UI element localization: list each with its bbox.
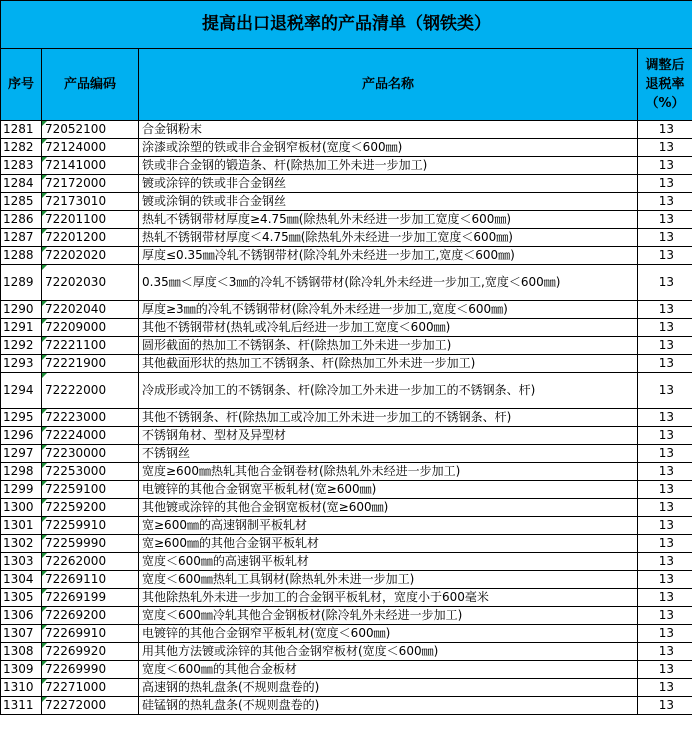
table-row	[1, 553, 692, 571]
code-cell[interactable]: 72221100	[42, 337, 139, 355]
header-code: 产品编码	[42, 49, 139, 121]
table-row	[1, 265, 692, 301]
table-row	[1, 679, 692, 697]
rate-cell[interactable]: 13	[638, 661, 692, 679]
rate-cell[interactable]: 13	[638, 211, 692, 229]
name-cell[interactable]: 热轧不锈钢带材厚度≥4.75㎜(除热轧外未经进一步加工宽度＜600㎜)	[139, 211, 638, 229]
code-cell[interactable]: 72209000	[42, 319, 139, 337]
seq-cell[interactable]: 1283	[1, 157, 42, 175]
code-cell[interactable]: 72052100	[42, 121, 139, 139]
table-row	[1, 319, 692, 337]
header-rate	[638, 49, 692, 121]
name-cell[interactable]: 电镀锌的其他合金钢窄平板轧材(宽度＜600㎜)	[139, 625, 638, 643]
code-cell[interactable]: 72230000	[42, 445, 139, 463]
code-cell[interactable]: 72262000	[42, 553, 139, 571]
code-cell[interactable]: 72272000	[42, 697, 139, 715]
seq-cell[interactable]: 1297	[1, 445, 42, 463]
table-row	[1, 355, 692, 373]
seq-cell[interactable]: 1284	[1, 175, 42, 193]
seq-cell[interactable]: 1292	[1, 337, 42, 355]
rate-cell[interactable]: 13	[638, 409, 692, 427]
code-cell[interactable]: 72202030	[42, 265, 139, 301]
name-cell[interactable]: 电镀锌的其他合金钢宽平板轧材(宽≥600㎜)	[139, 481, 638, 499]
code-cell[interactable]: 72269110	[42, 571, 139, 589]
name-cell[interactable]: 其他不锈钢带材(热轧或冷轧后经进一步加工宽度＜600㎜)	[139, 319, 638, 337]
name-cell[interactable]: 镀或涂铜的铁或非合金钢丝	[139, 193, 638, 211]
name-cell[interactable]: 其他截面形状的热加工不锈钢条、杆(除热加工外未进一步加工)	[139, 355, 638, 373]
name-cell[interactable]: 宽≥600㎜的高速钢制平板轧材	[139, 517, 638, 535]
seq-cell[interactable]: 1305	[1, 589, 42, 607]
rate-cell[interactable]: 13	[638, 571, 692, 589]
header-name: 产品名称	[139, 49, 638, 121]
name-cell[interactable]: 宽≥600㎜的其他合金钢平板轧材	[139, 535, 638, 553]
name-cell[interactable]: 其他镀或涂锌的其他合金钢宽板材(宽≥600㎜)	[139, 499, 638, 517]
rate-cell[interactable]: 13	[638, 121, 692, 139]
table-row	[1, 121, 692, 139]
code-cell[interactable]: 72221900	[42, 355, 139, 373]
table-row	[1, 193, 692, 211]
table-row	[1, 571, 692, 589]
table-row	[1, 247, 692, 265]
name-cell[interactable]: 镀或涂锌的铁或非合金钢丝	[139, 175, 638, 193]
rate-cell[interactable]: 13	[638, 427, 692, 445]
seq-cell[interactable]: 1304	[1, 571, 42, 589]
code-cell[interactable]: 72259990	[42, 535, 139, 553]
table-row	[1, 535, 692, 553]
code-cell[interactable]: 72141000	[42, 157, 139, 175]
seq-cell[interactable]: 1308	[1, 643, 42, 661]
rate-cell[interactable]: 13	[638, 157, 692, 175]
seq-cell[interactable]: 1286	[1, 211, 42, 229]
name-cell[interactable]: 不锈钢丝	[139, 445, 638, 463]
name-cell[interactable]: 厚度≥3㎜的冷轧不锈钢带材(除冷轧外未经进一步加工,宽度＜600㎜)	[139, 301, 638, 319]
table-row	[1, 643, 692, 661]
seq-cell[interactable]: 1301	[1, 517, 42, 535]
table-row	[1, 373, 692, 409]
table-row	[1, 499, 692, 517]
seq-cell[interactable]: 1289	[1, 265, 42, 301]
table-row	[1, 427, 692, 445]
seq-cell[interactable]: 1311	[1, 697, 42, 715]
seq-cell[interactable]: 1310	[1, 679, 42, 697]
title-row	[1, 1, 692, 49]
table-row	[1, 337, 692, 355]
name-cell[interactable]: 厚度≤0.35㎜冷轧不锈钢带材(除冷轧外未经进一步加工,宽度＜600㎜)	[139, 247, 638, 265]
rate-cell[interactable]: 13	[638, 481, 692, 499]
rate-cell[interactable]: 13	[638, 229, 692, 247]
seq-cell[interactable]: 1302	[1, 535, 42, 553]
rate-cell[interactable]: 13	[638, 247, 692, 265]
table-title: 提高出口退税率的产品清单（钢铁类）	[1, 1, 692, 49]
table-row	[1, 139, 692, 157]
rate-cell[interactable]: 13	[638, 517, 692, 535]
code-cell[interactable]: 72202040	[42, 301, 139, 319]
seq-cell[interactable]: 1288	[1, 247, 42, 265]
code-cell[interactable]: 72269199	[42, 589, 139, 607]
name-cell[interactable]: 硅锰钢的热轧盘条(不规则盘卷的)	[139, 697, 638, 715]
table-row	[1, 607, 692, 625]
name-cell[interactable]: 高速钢的热轧盘条(不规则盘卷的)	[139, 679, 638, 697]
seq-cell[interactable]: 1282	[1, 139, 42, 157]
name-cell[interactable]: 冷成形或冷加工的不锈钢条、杆(除冷加工外未进一步加工的不锈钢条、杆)	[139, 373, 638, 409]
rate-cell[interactable]: 13	[638, 265, 692, 301]
rate-cell[interactable]: 13	[638, 643, 692, 661]
name-cell[interactable]: 其他除热轧外未进一步加工的合金钢平板轧材，宽度小于600毫米	[139, 589, 638, 607]
code-cell[interactable]: 72259200	[42, 499, 139, 517]
seq-cell[interactable]: 1299	[1, 481, 42, 499]
code-cell[interactable]: 72202020	[42, 247, 139, 265]
table-row	[1, 229, 692, 247]
name-cell[interactable]: 0.35㎜＜厚度＜3㎜的冷轧不锈钢带材(除冷轧外未经进一步加工,宽度＜600㎜)	[139, 265, 638, 301]
rate-cell[interactable]: 13	[638, 535, 692, 553]
name-cell[interactable]: 铁或非合金钢的锻造条、杆(除热加工外未进一步加工)	[139, 157, 638, 175]
rate-cell[interactable]: 13	[638, 355, 692, 373]
code-cell[interactable]: 72269920	[42, 643, 139, 661]
table-row	[1, 409, 692, 427]
header-rate-line3: （%）	[645, 96, 685, 111]
seq-cell[interactable]: 1306	[1, 607, 42, 625]
name-cell[interactable]: 宽度＜600㎜的其他合金板材	[139, 661, 638, 679]
table-row	[1, 481, 692, 499]
code-cell[interactable]: 72173010	[42, 193, 139, 211]
table-row	[1, 697, 692, 715]
rate-cell[interactable]: 13	[638, 139, 692, 157]
table-row	[1, 301, 692, 319]
name-cell[interactable]: 热轧不锈钢带材厚度＜4.75㎜(除热轧外未经进一步加工宽度＜600㎜)	[139, 229, 638, 247]
rate-cell[interactable]: 13	[638, 373, 692, 409]
rate-cell[interactable]: 13	[638, 319, 692, 337]
rate-cell[interactable]: 13	[638, 607, 692, 625]
seq-cell[interactable]: 1290	[1, 301, 42, 319]
code-cell[interactable]: 72222000	[42, 373, 139, 409]
code-cell[interactable]: 72269910	[42, 625, 139, 643]
name-cell[interactable]: 圆形截面的热加工不锈钢条、杆(除热加工外未进一步加工)	[139, 337, 638, 355]
seq-cell[interactable]: 1294	[1, 373, 42, 409]
table-row	[1, 445, 692, 463]
code-cell[interactable]: 72224000	[42, 427, 139, 445]
header-row	[1, 49, 692, 121]
rate-cell[interactable]: 13	[638, 445, 692, 463]
code-cell[interactable]: 72201100	[42, 211, 139, 229]
code-cell[interactable]: 72271000	[42, 679, 139, 697]
name-cell[interactable]: 宽度＜600㎜冷轧其他合金钢板材(除冷轧外未经进一步加工)	[139, 607, 638, 625]
code-cell[interactable]: 72259910	[42, 517, 139, 535]
code-cell[interactable]: 72223000	[42, 409, 139, 427]
name-cell[interactable]: 合金钢粉末	[139, 121, 638, 139]
seq-cell[interactable]: 1295	[1, 409, 42, 427]
rate-cell[interactable]: 13	[638, 175, 692, 193]
name-cell[interactable]: 宽度≥600㎜热轧其他合金钢卷材(除热轧外未经进一步加工)	[139, 463, 638, 481]
code-cell[interactable]: 72259100	[42, 481, 139, 499]
seq-cell[interactable]: 1291	[1, 319, 42, 337]
rate-cell[interactable]: 13	[638, 337, 692, 355]
rate-cell[interactable]: 13	[638, 193, 692, 211]
table-row	[1, 661, 692, 679]
table-row	[1, 589, 692, 607]
seq-cell[interactable]: 1285	[1, 193, 42, 211]
rate-cell[interactable]: 13	[638, 625, 692, 643]
name-cell[interactable]: 宽度＜600㎜热轧工具钢材(除热轧外未进一步加工)	[139, 571, 638, 589]
rate-cell[interactable]: 13	[638, 499, 692, 517]
table-row	[1, 211, 692, 229]
seq-cell[interactable]: 1300	[1, 499, 42, 517]
table-row	[1, 463, 692, 481]
header-rate-line2: 退税率	[645, 77, 685, 92]
seq-cell[interactable]: 1293	[1, 355, 42, 373]
rate-cell[interactable]: 13	[638, 589, 692, 607]
table-row	[1, 517, 692, 535]
code-cell[interactable]: 72269200	[42, 607, 139, 625]
rate-cell[interactable]: 13	[638, 553, 692, 571]
table-row	[1, 625, 692, 643]
name-cell[interactable]: 用其他方法镀或涂锌的其他合金钢窄板材(宽度＜600㎜)	[139, 643, 638, 661]
seq-cell[interactable]: 1296	[1, 427, 42, 445]
header-rate-line1: 调整后	[645, 58, 685, 73]
seq-cell[interactable]: 1298	[1, 463, 42, 481]
code-cell[interactable]: 72269990	[42, 661, 139, 679]
table-row	[1, 175, 692, 193]
name-cell[interactable]: 宽度＜600㎜的高速钢平板轧材	[139, 553, 638, 571]
name-cell[interactable]: 涂漆或涂塑的铁或非合金钢窄板材(宽度＜600㎜)	[139, 139, 638, 157]
seq-cell[interactable]: 1287	[1, 229, 42, 247]
rate-cell[interactable]: 13	[638, 697, 692, 715]
seq-cell[interactable]: 1303	[1, 553, 42, 571]
seq-cell[interactable]: 1281	[1, 121, 42, 139]
code-cell[interactable]: 72124000	[42, 139, 139, 157]
table-row	[1, 157, 692, 175]
code-cell[interactable]: 72172000	[42, 175, 139, 193]
seq-cell[interactable]: 1309	[1, 661, 42, 679]
rate-cell[interactable]: 13	[638, 301, 692, 319]
code-cell[interactable]: 72253000	[42, 463, 139, 481]
code-cell[interactable]: 72201200	[42, 229, 139, 247]
header-seq: 序号	[1, 49, 42, 121]
name-cell[interactable]: 其他不锈钢条、杆(除热加工或冷加工外未进一步加工的不锈钢条、杆)	[139, 409, 638, 427]
seq-cell[interactable]: 1307	[1, 625, 42, 643]
name-cell[interactable]: 不锈钢角材、型材及异型材	[139, 427, 638, 445]
rate-cell[interactable]: 13	[638, 463, 692, 481]
rate-cell[interactable]: 13	[638, 679, 692, 697]
